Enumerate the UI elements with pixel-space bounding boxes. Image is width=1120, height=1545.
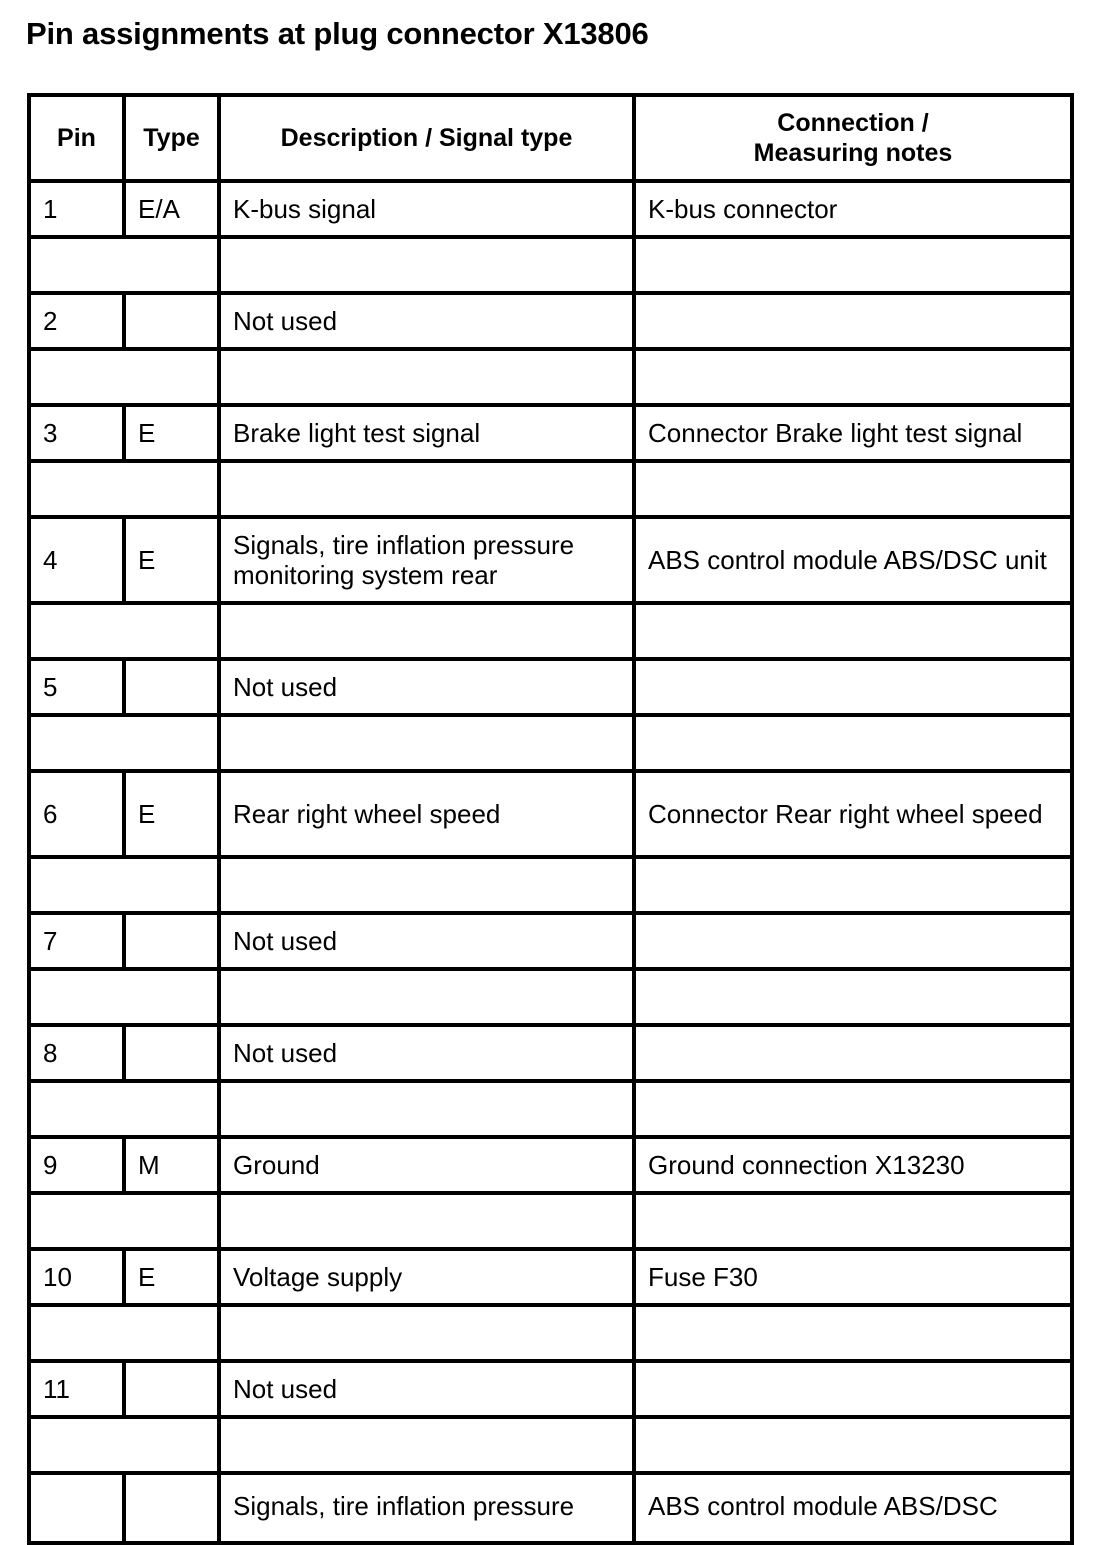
- spacer-cell: [219, 715, 634, 771]
- spacer-row: [29, 349, 1072, 405]
- connection-cell: K-bus connector: [634, 181, 1072, 237]
- table-row: [29, 405, 1072, 461]
- description-cell: K-bus signal: [219, 181, 634, 237]
- pin-cell: 9: [29, 1137, 124, 1193]
- table-row: [29, 771, 1072, 857]
- header-description: Description / Signal type: [219, 95, 634, 181]
- table-row: [29, 659, 1072, 715]
- description-cell: Ground: [219, 1137, 634, 1193]
- description-cell: Not used: [219, 913, 634, 969]
- spacer-cell: [219, 1193, 634, 1249]
- pin-cell: 6: [29, 771, 124, 857]
- spacer-row: [29, 969, 1072, 1025]
- table-row: [29, 1473, 1072, 1543]
- spacer-cell: [634, 1305, 1072, 1361]
- spacer-cell: [219, 1081, 634, 1137]
- spacer-row: [29, 1305, 1072, 1361]
- description-cell: Not used: [219, 1025, 634, 1081]
- pin-cell: 3: [29, 405, 124, 461]
- spacer-row: [29, 715, 1072, 771]
- spacer-row: [29, 857, 1072, 913]
- spacer-cell: [634, 349, 1072, 405]
- spacer-cell: [29, 349, 219, 405]
- spacer-cell: [29, 461, 219, 517]
- spacer-cell: [29, 1081, 219, 1137]
- table-row: [29, 517, 1072, 603]
- spacer-cell: [219, 969, 634, 1025]
- spacer-cell: [634, 603, 1072, 659]
- type-cell: [124, 659, 219, 715]
- connection-cell: [634, 1361, 1072, 1417]
- connection-cell: ABS control module ABS/DSC: [634, 1473, 1072, 1543]
- header-type: Type: [124, 95, 219, 181]
- type-cell: E/A: [124, 181, 219, 237]
- type-cell: [124, 1473, 219, 1543]
- spacer-cell: [29, 857, 219, 913]
- table-row: [29, 181, 1072, 237]
- spacer-row: [29, 1081, 1072, 1137]
- description-cell: Not used: [219, 293, 634, 349]
- spacer-cell: [219, 1417, 634, 1473]
- header-pin: Pin: [29, 95, 124, 181]
- page-title: Pin assignments at plug connector X13806: [26, 16, 649, 51]
- spacer-cell: [29, 715, 219, 771]
- type-cell: E: [124, 517, 219, 603]
- connection-cell: [634, 913, 1072, 969]
- table-row: [29, 1249, 1072, 1305]
- table-row: [29, 913, 1072, 969]
- table-row: [29, 1137, 1072, 1193]
- type-cell: [124, 1361, 219, 1417]
- pin-assignment-table: [27, 93, 1074, 1545]
- pin-cell: 2: [29, 293, 124, 349]
- spacer-cell: [219, 349, 634, 405]
- pin-cell: 8: [29, 1025, 124, 1081]
- connection-cell: [634, 1025, 1072, 1081]
- pin-cell: 1: [29, 181, 124, 237]
- spacer-cell: [634, 1193, 1072, 1249]
- type-cell: [124, 1025, 219, 1081]
- table-row: [29, 1025, 1072, 1081]
- type-cell: M: [124, 1137, 219, 1193]
- pin-cell: 7: [29, 913, 124, 969]
- spacer-cell: [634, 1081, 1072, 1137]
- spacer-cell: [219, 1305, 634, 1361]
- pin-cell: 4: [29, 517, 124, 603]
- description-cell: Voltage supply: [219, 1249, 634, 1305]
- pin-cell: [29, 1473, 124, 1543]
- table-row: [29, 293, 1072, 349]
- spacer-cell: [29, 237, 219, 293]
- pin-cell: 11: [29, 1361, 124, 1417]
- table-header-row: [29, 95, 1072, 181]
- spacer-cell: [634, 857, 1072, 913]
- spacer-cell: [29, 1417, 219, 1473]
- type-cell: E: [124, 405, 219, 461]
- connection-cell: ABS control module ABS/DSC unit: [634, 517, 1072, 603]
- header-connection-line2: Measuring notes: [753, 139, 953, 167]
- spacer-row: [29, 1193, 1072, 1249]
- spacer-cell: [29, 969, 219, 1025]
- spacer-cell: [29, 1193, 219, 1249]
- pin-cell: 5: [29, 659, 124, 715]
- spacer-cell: [29, 1305, 219, 1361]
- description-cell: Signals, tire inflation pressure monitoring system rear: [219, 517, 634, 603]
- spacer-cell: [634, 969, 1072, 1025]
- spacer-cell: [634, 237, 1072, 293]
- spacer-cell: [634, 715, 1072, 771]
- description-cell: Signals, tire inflation pressure: [219, 1473, 634, 1543]
- pin-cell: 10: [29, 1249, 124, 1305]
- description-cell: Not used: [219, 659, 634, 715]
- spacer-row: [29, 237, 1072, 293]
- type-cell: [124, 913, 219, 969]
- spacer-row: [29, 603, 1072, 659]
- type-cell: E: [124, 1249, 219, 1305]
- spacer-cell: [634, 1417, 1072, 1473]
- description-cell: Rear right wheel speed: [219, 771, 634, 857]
- type-cell: [124, 293, 219, 349]
- connection-cell: [634, 293, 1072, 349]
- spacer-cell: [634, 461, 1072, 517]
- header-connection: [634, 95, 1072, 181]
- spacer-cell: [219, 237, 634, 293]
- type-cell: E: [124, 771, 219, 857]
- table-row: [29, 1361, 1072, 1417]
- spacer-cell: [219, 603, 634, 659]
- header-connection-line1: Connection /: [777, 109, 929, 137]
- spacer-cell: [219, 461, 634, 517]
- spacer-row: [29, 1417, 1072, 1473]
- spacer-cell: [29, 603, 219, 659]
- connection-cell: [634, 659, 1072, 715]
- description-cell: Brake light test signal: [219, 405, 634, 461]
- spacer-row: [29, 461, 1072, 517]
- connection-cell: Fuse F30: [634, 1249, 1072, 1305]
- connection-cell: Connector Brake light test signal: [634, 405, 1072, 461]
- spacer-cell: [219, 857, 634, 913]
- connection-cell: Ground connection X13230: [634, 1137, 1072, 1193]
- description-cell: Not used: [219, 1361, 634, 1417]
- connection-cell: Connector Rear right wheel speed: [634, 771, 1072, 857]
